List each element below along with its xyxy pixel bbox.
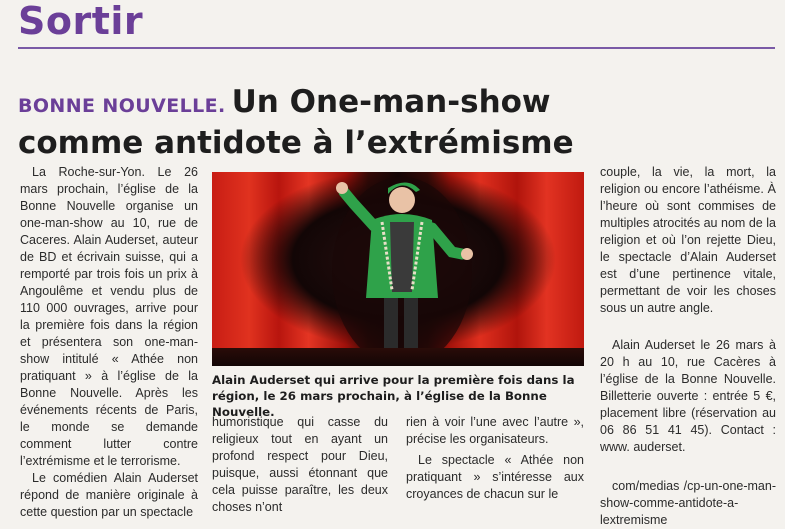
paragraph: Le comédien Alain Auderset répond de manière originale à cette question par un spectacle (20, 471, 198, 519)
article-headline (18, 84, 778, 162)
paragraph: Le spectacle « Athée non pratiquant » s’intéresse aux croyances de chacun sur le (406, 453, 584, 501)
article-column-2b (406, 414, 584, 503)
stage-floor (212, 348, 584, 366)
section-title: Sortir (18, 0, 144, 43)
event-info-paragraph: Alain Auderset le 26 mars à 20 h au 10, rue Cacères à l’église de la Bonne Nouvelle. Billetterie ouverte : entrée 5 €, placement libre (réservation au 06 86 51 41 45). Contact : www. auderset. (600, 338, 776, 454)
paragraph: humoristique qui casse du religieux tout en ayant un profond respect pour Dieu, puisque, aussi étonnant que cela puisse paraître, les deux choses n’ont (212, 415, 388, 514)
photo-caption: Alain Auderset qui arrive pour la première fois dans la région, le 26 mars prochain, à l’église de la Bonne Nouvelle. (212, 373, 575, 419)
article-url: com/medias /cp-un-one-man-show-comme-antidote-a-lextremisme (600, 479, 776, 527)
performer-illustration (212, 172, 584, 366)
article-column-1 (20, 164, 198, 521)
headline-title-line1: Un One-man-show (231, 84, 551, 120)
article-photo (212, 172, 584, 366)
headline-title-line2: comme antidote à l’extrémisme (18, 125, 574, 161)
article-column-3 (600, 164, 776, 529)
article-column-2a (212, 414, 388, 516)
paragraph: rien à voir l’une avec l’autre », précise les organisateurs. (406, 415, 584, 446)
headline-kicker: BONNE NOUVELLE. (18, 95, 226, 117)
section-divider (18, 47, 775, 49)
paragraph: La Roche-sur-Yon. Le 26 mars prochain, l’église de la Bonne Nouvelle organise un one-man-show au 10, rue de Caceres. Alain Auderset, auteur de BD et écrivain suisse, qui a remporté par trois fois un prix à Angoulême et vendu plus de 110 000 ouvrages, arrive pour la première fois dans la région et présentera son one-man-show intitulé « Athée non pratiquant » à l’église de la Bonne Nouvelle. Après les événements récents de Paris, le monde se demande comment lutter contre l’extrémisme et le terrorisme. (20, 165, 198, 468)
paragraph: couple, la vie, la mort, la religion ou encore l’athéisme. À l’heure où sont commises de multiples atrocités au nom de la religion et où l’on rejette Dieu, le spectacle d’Alain Auderset est d’une pertinence vitale, permettant de voir les choses sous un autre angle. (600, 165, 776, 315)
